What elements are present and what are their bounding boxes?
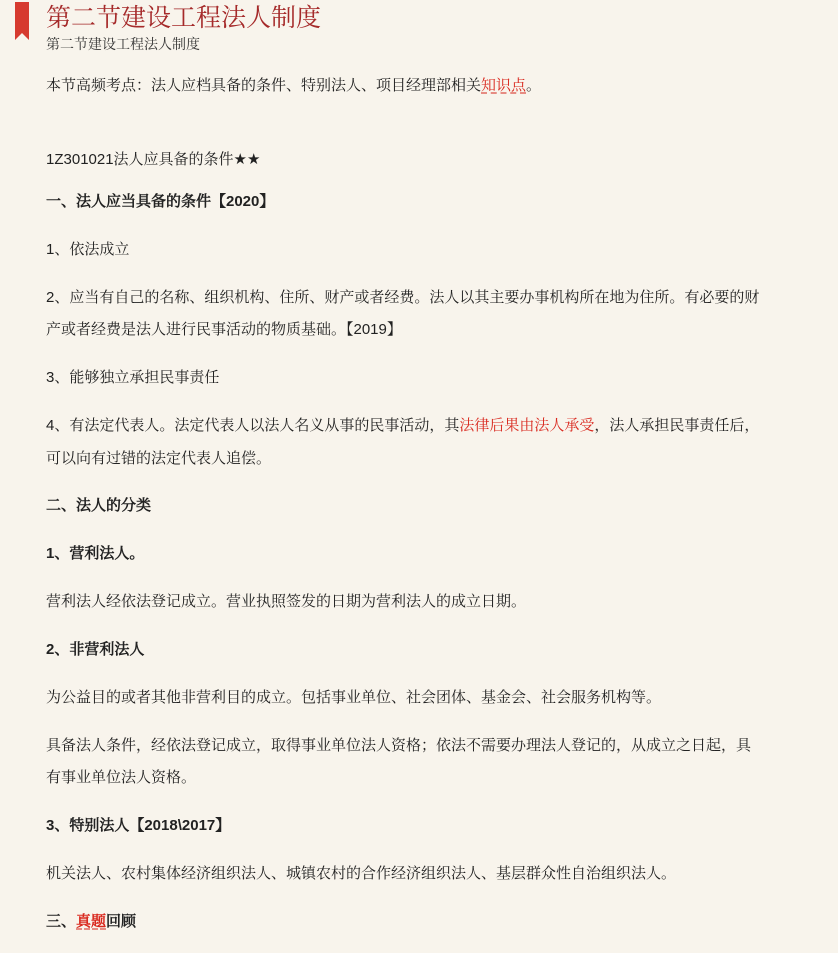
- section-code: 1Z301021法人应具备的条件★★: [46, 151, 261, 168]
- non-profit-detail-line-2: 有事业单位法人资格。: [46, 769, 197, 786]
- condition-4-text: 4、有法定代表人。法定代表人以法人名义从事的民事活动，其: [46, 417, 460, 434]
- condition-2-line-1: 2、应当有自己的名称、组织机构、住所、财产或者经费。法人以其主要办事机构所在地为住所。有必要的财: [46, 289, 760, 306]
- page-subtitle: 第二节建设工程法人制度: [46, 36, 200, 52]
- condition-4-highlight: 法律后果由法人承受: [459, 417, 595, 434]
- special-legal-person-heading: 3、特别法人【2018\2017】: [46, 817, 231, 834]
- page-title: 第二节建设工程法人制度: [46, 4, 322, 32]
- condition-3: 3、能够独立承担民事责任: [46, 369, 220, 386]
- bookmark-ribbon-icon: [15, 2, 29, 40]
- non-profit-detail-line-1: 具备法人条件，经依法登记成立，取得事业单位法人资格；依法不需要办理法人登记的，从成立之日起，具: [46, 737, 752, 754]
- knowledge-point-link[interactable]: 知识点: [481, 77, 527, 94]
- section-3-heading: [46, 910, 816, 934]
- non-profit-heading: 2、非营利法人: [46, 641, 145, 658]
- condition-4-text-end: ，法人承担民事责任后，: [594, 417, 760, 434]
- past-exam-link[interactable]: 真题: [76, 913, 107, 930]
- non-profit-text: 为公益目的或者其他非营利目的成立。包括事业单位、社会团体、基金会、社会服务机构等。: [46, 689, 662, 706]
- special-legal-person-text: 机关法人、农村集体经济组织法人、城镇农村的合作经济组织法人、基层群众性自治组织法人。: [46, 865, 677, 882]
- condition-2-line-2: 产或者经费是法人进行民事活动的物质基础。【2019】: [46, 321, 402, 338]
- section-3-prefix: 三、: [46, 913, 77, 930]
- intro-suffix: 。: [526, 77, 542, 94]
- condition-1: 1、依法成立: [46, 241, 130, 258]
- section-1-heading: 一、法人应当具备的条件【2020】: [46, 193, 275, 210]
- section-3-suffix: 回顾: [106, 913, 137, 930]
- condition-4-line-1: [46, 414, 816, 438]
- intro-text: 本节高频考点：法人应档具备的条件、特别法人、项目经理部相关: [46, 77, 482, 94]
- condition-4-line-2: 可以向有过错的法定代表人追偿。: [46, 450, 272, 467]
- for-profit-heading: 1、营利法人。: [46, 545, 145, 562]
- section-2-heading: 二、法人的分类: [46, 497, 152, 514]
- for-profit-text: 营利法人经依法登记成立。营业执照签发的日期为营利法人的成立日期。: [46, 593, 527, 610]
- intro-paragraph: [46, 74, 816, 98]
